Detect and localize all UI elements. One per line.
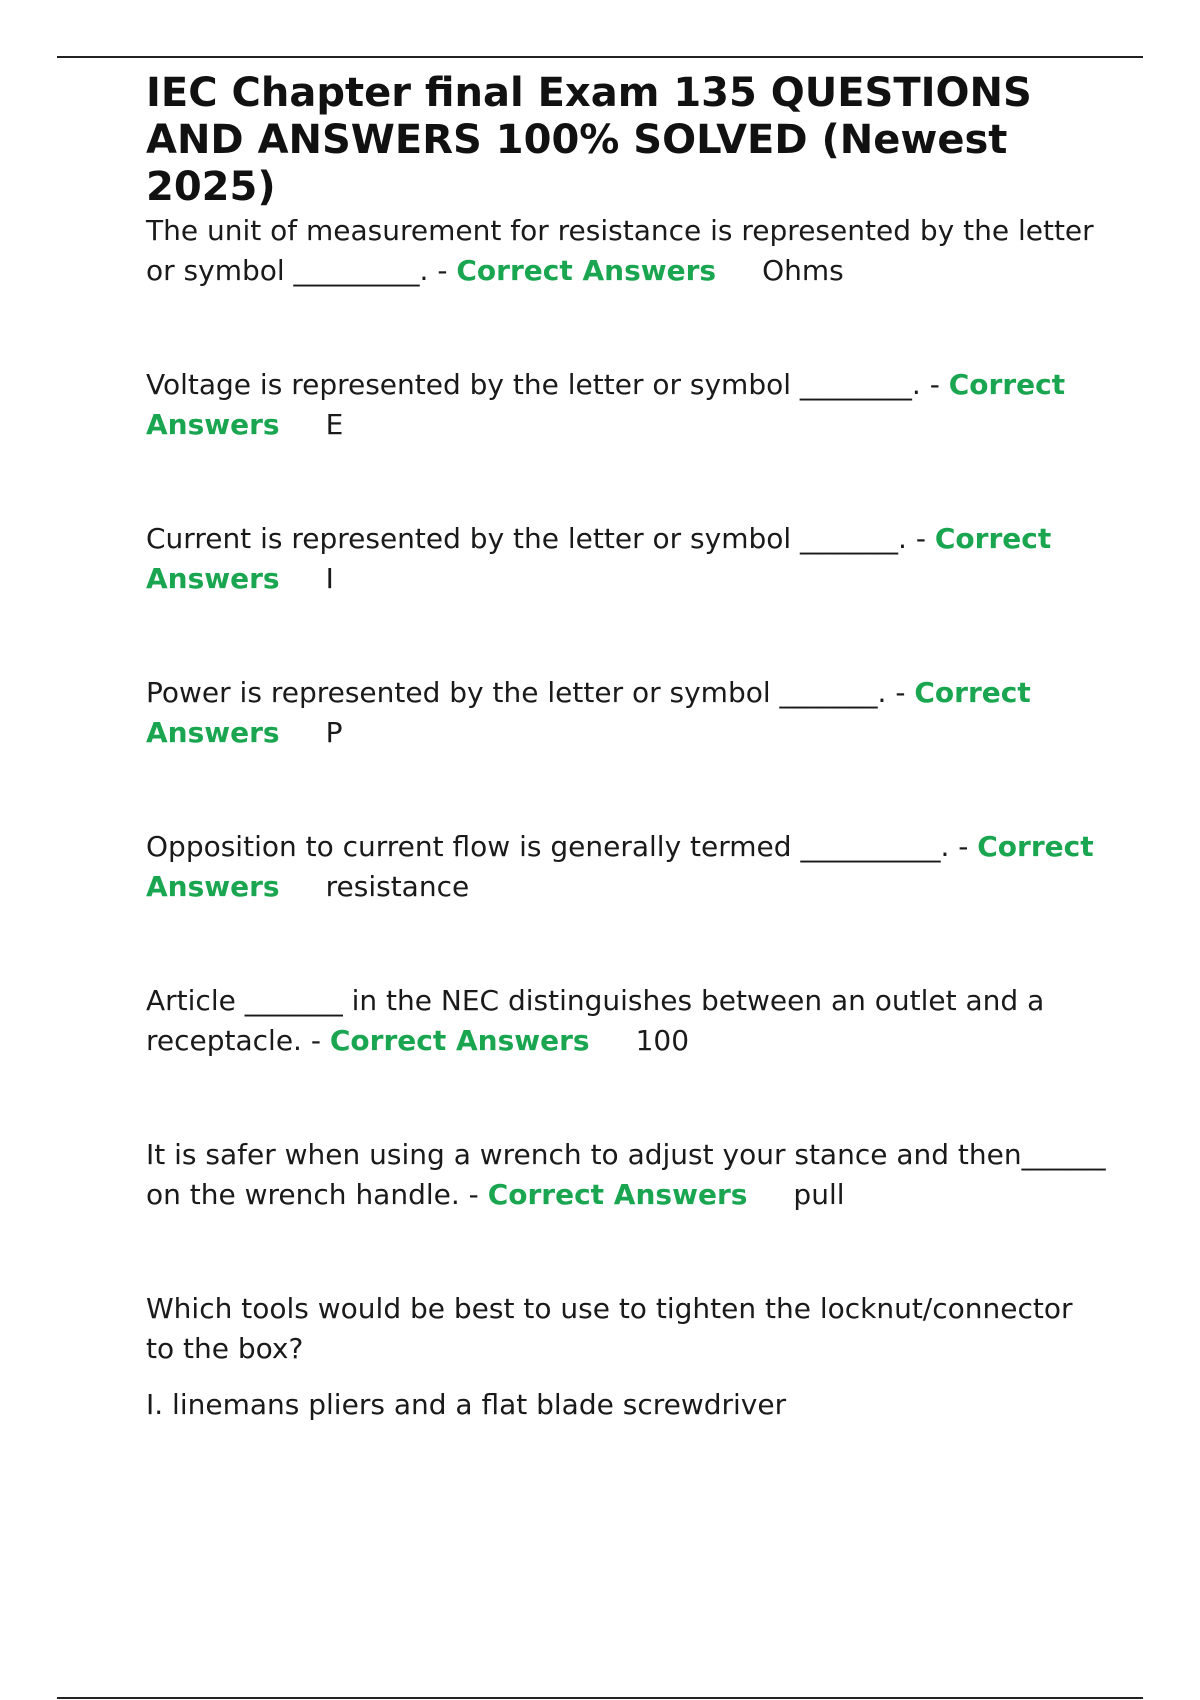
answer-text: 100 [635, 1024, 690, 1057]
answer-label: Correct Answers [487, 1178, 748, 1211]
qa-item [146, 673, 1106, 753]
qa-item-last-question: Which tools would be best to use to tighten the locknut/connector to the box? [146, 1292, 1073, 1365]
question-text: The unit of measurement for resistance is represented by the letter or symbol _________. - [146, 214, 1094, 287]
top-rule [57, 56, 1143, 58]
answer-option: I. linemans pliers and a flat blade screwdriver [146, 1388, 787, 1421]
question-text: Power is represented by the letter or symbol _______. - [146, 676, 915, 709]
page-title: IEC Chapter final Exam 135 QUESTIONS AND ANSWERS 100% SOLVED (Newest 2025) [146, 70, 1032, 210]
question-text: Article _______ in the NEC distinguishes between an outlet and a receptacle. - [146, 984, 1045, 1057]
qa-item [146, 827, 1106, 907]
question-text: Opposition to current flow is generally termed __________. - [146, 830, 978, 863]
answer-text: Ohms [762, 254, 844, 287]
bottom-rule [57, 1697, 1143, 1699]
qa-item [146, 981, 1106, 1061]
answer-label: Correct Answers [456, 254, 717, 287]
answer-label: Correct Answers [146, 522, 1052, 595]
answer-label: Correct Answers [146, 676, 1031, 749]
question-text: Current is represented by the letter or symbol _______. - [146, 522, 935, 555]
question-text: Voltage is represented by the letter or symbol ________. - [146, 368, 949, 401]
answer-text: P [325, 716, 343, 749]
answer-label: Correct Answers [146, 368, 1066, 441]
answer-text: pull [793, 1178, 845, 1211]
document-body [146, 70, 1106, 1425]
answer-label: Correct Answers [146, 830, 1094, 903]
question-text: It is safer when using a wrench to adjust your stance and then______ on the wrench handle. - [146, 1138, 1106, 1211]
qa-item [146, 1135, 1106, 1215]
qa-item [146, 211, 1106, 291]
answer-text: resistance [325, 870, 470, 903]
qa-item [146, 365, 1106, 445]
qa-item [146, 519, 1106, 599]
answer-label: Correct Answers [329, 1024, 590, 1057]
answer-text: E [325, 408, 344, 441]
answer-text: I [325, 562, 334, 595]
